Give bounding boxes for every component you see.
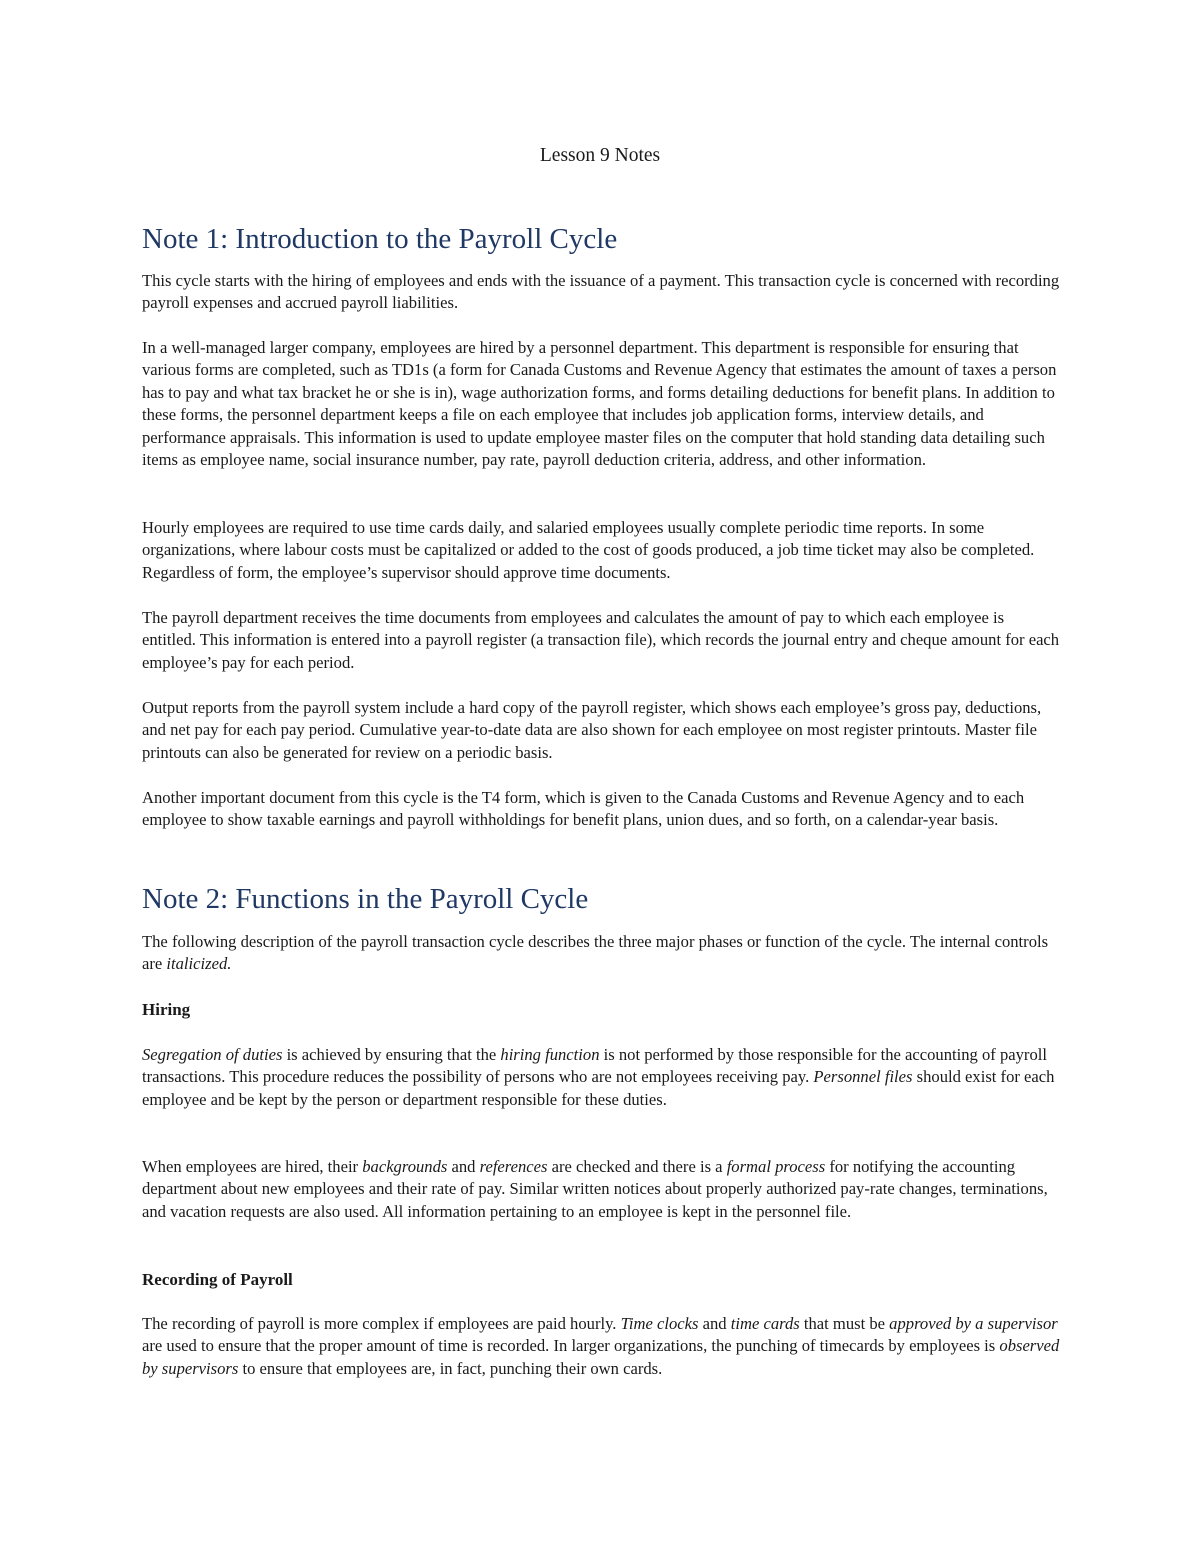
note-1-paragraph-3: Hourly employees are required to use time cards daily, and salaried employees usually complete periodic time reports. In some organizations, where labour costs must be capitalized or added to the cost of goods produced, a job time ticket may also be completed. Regardless of form, the employee’s supervisor should approve time documents. — [142, 518, 1035, 582]
intro-text: The following description of the payroll transaction cycle describes the three major phases or function of the cycle. The internal controls are — [142, 932, 1049, 974]
italic-term: Personnel files — [813, 1067, 913, 1087]
body-text: are checked and there is a — [547, 1157, 727, 1176]
note-1-paragraph-2: In a well-managed larger company, employees are hired by a personnel department. This department is responsible for ensuring that various forms are completed, such as TD1s (a form for Canada Customs and Revenue Agency that estimates the amount of taxes a person has to pay and what tax bracket he or she is in), wage authorization forms, and forms detailing deductions for benefit plans. In addition to these forms, the personnel department keeps a file on each employee that includes job application forms, interview details, and performance appraisals. This information is used to update employee master files on the computer that hold standing data detailing such items as employee name, social insurance number, pay rate, payroll deduction criteria, address, and other information. — [142, 338, 1057, 470]
italic-term: time cards — [730, 1314, 800, 1333]
body-text: should exist for each employee and be kept by the person or department responsible for these duties. — [142, 1067, 1055, 1109]
body-text: is achieved by ensuring that the — [282, 1045, 501, 1064]
body-text: that must be — [799, 1314, 890, 1333]
italic-term: Segregation of duties — [142, 1045, 283, 1064]
italic-term: approved by a supervisor — [889, 1314, 1058, 1333]
recording-of-payroll-subheading: Recording of Payroll — [142, 1270, 293, 1289]
italic-term: hiring function — [500, 1045, 600, 1064]
body-text: to ensure that employees are, in fact, punching their own cards. — [238, 1358, 663, 1378]
body-text: are used to ensure that the proper amount of time is recorded. In larger organizations, the punching of timecards by employees is — [142, 1336, 1000, 1356]
hiring-subheading: Hiring — [142, 1000, 191, 1019]
document-title: Lesson 9 Notes — [539, 145, 661, 166]
body-text: and — [447, 1157, 480, 1176]
note-1-paragraph-5: Output reports from the payroll system include a hard copy of the payroll register, which shows each employee’s gross pay, deductions, and net pay for each pay period. Cumulative year-to-date data are also shown for each employee on most register printouts. Master file printouts can also be generated for review on a periodic basis. — [142, 698, 1042, 762]
note-2-intro-paragraph — [142, 931, 1060, 976]
italic-term: observed by supervisors — [142, 1336, 1060, 1378]
note-1-paragraph-1: This cycle starts with the hiring of employees and ends with the issuance of a payment. This transaction cycle is concerned with recording payroll expenses and accrued payroll liabilities. — [142, 271, 1060, 313]
italic-term: backgrounds — [362, 1157, 448, 1176]
italic-term: references — [479, 1157, 548, 1176]
body-text: is not performed by those responsible for the accounting of payroll transactions. This procedure reduces the possibility of persons who are not employees receiving pay. — [142, 1045, 1047, 1087]
italic-term: Time clocks — [620, 1314, 699, 1333]
italic-term: formal process — [726, 1157, 826, 1176]
body-text: The recording of payroll is more complex if employees are paid hourly. — [142, 1314, 621, 1333]
note-1-paragraph-6: Another important document from this cycle is the T4 form, which is given to the Canada Customs and Revenue Agency and to each employee to show taxable earnings and payroll withholdings for benefit plans, union dues, and so forth, on a calendar-year basis. — [142, 788, 1025, 830]
hiring-paragraph-2 — [142, 1156, 1060, 1223]
note-1-paragraph-4: The payroll department receives the time documents from employees and calculates the amount of pay to which each employee is entitled. This information is entered into a payroll register (a transaction file), which records the journal entry and cheque amount for each employee’s pay for each period. — [142, 608, 1060, 672]
body-text: When employees are hired, their — [142, 1157, 363, 1176]
intro-italic-text: italicized. — [166, 954, 232, 974]
note-1-heading: Note 1: Introduction to the Payroll Cycle — [142, 223, 618, 255]
note-2-heading: Note 2: Functions in the Payroll Cycle — [142, 883, 589, 915]
hiring-paragraph-1 — [142, 1044, 1060, 1111]
recording-paragraph-1 — [142, 1313, 1060, 1380]
body-text: for notifying the accounting department about new employees and their rate of pay. Similar written notices about properly authorized pay-rate changes, terminations, and vacation requests are also used. All information pertaining to an employee is kept in the personnel file. — [142, 1157, 1048, 1221]
body-text: and — [698, 1314, 731, 1333]
